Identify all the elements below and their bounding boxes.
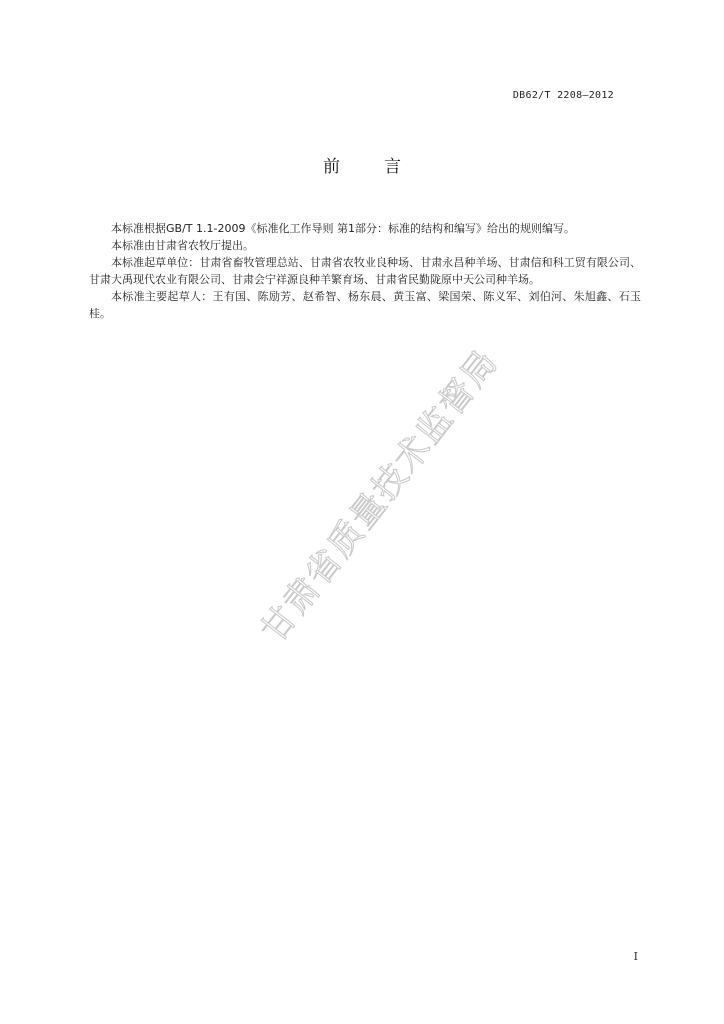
paragraph-drafters: 本标准主要起草人：王有国、陈励芳、赵希智、杨东晨、黄玉富、梁国荣、陈义军、刘伯河、朱旭鑫、石玉桂。 (89, 290, 641, 320)
page-title: 前言 (323, 157, 445, 177)
paragraph-drafting-units: 本标准起草单位：甘肃省畜牧管理总站、甘肃省农牧业良种场、甘肃永昌种羊场、甘肃信和科工贸有限公司、甘肃大禹现代农业有限公司、甘肃会宁祥源良种羊繁育场、甘肃省民勤陇原中天公司种羊场。 (89, 256, 641, 286)
paragraph-drafting-rules: 本标准根据GB/T 1.1-2009《标准化工作导则 第1部分：标准的结构和编写》给出的规则编写。 (111, 222, 575, 235)
standard-code: DB62/T 2208—2012 (512, 90, 614, 101)
watermark: 甘肃省质量技术监督局 (253, 341, 507, 651)
paragraph-proposer: 本标准由甘肃省农牧厅提出。 (111, 239, 254, 252)
foreword-body (89, 220, 641, 322)
page-number: I (633, 950, 638, 963)
